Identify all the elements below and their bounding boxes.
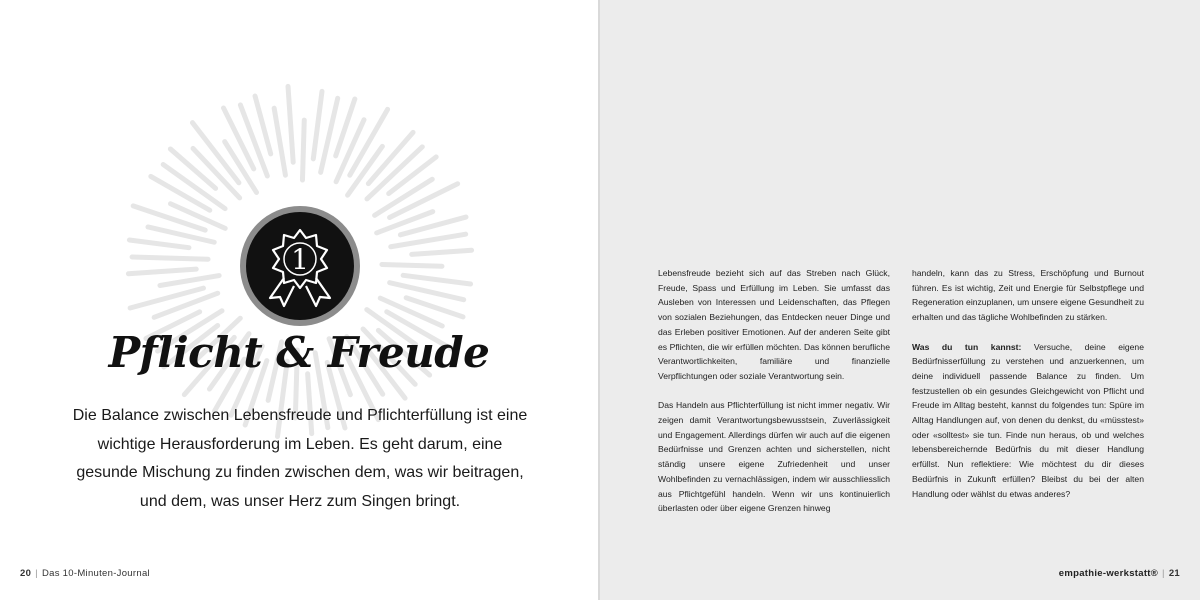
right-page — [600, 0, 1200, 600]
page-number-left: 20 — [20, 568, 32, 579]
book-title: Das 10-Minuten-Journal — [41, 568, 150, 579]
brand-name: empathie-werkstatt® — [1058, 568, 1159, 579]
badge-number: 1 — [291, 243, 309, 276]
ray-line — [132, 257, 208, 259]
ray-line — [170, 204, 225, 229]
ray-line — [412, 250, 472, 254]
footer-right: empathie-werkstatt® | 21 — [1058, 568, 1180, 579]
footer-left: 20 | Das 10-Minuten-Journal — [20, 568, 150, 579]
ray-line — [403, 275, 470, 284]
ray-line — [274, 108, 285, 175]
exercise-text: Versuche, deine eigene Bedürfnisserfüllung zu verstehen und anzuerkennen, um deine individuell passende Balance zu finden. Um festzustellen ob ein gesundes Gleichgewicht von Pflicht und Freude im Alltag besteht, kannst du folgendes tun: Spüre im Alltag Handlungen auf, von denen du denkst, du «müsstest» oder «solltest» sie tun. Finde nun heraus, ob und welches lebensbereichernde Bedürfnis du mit dieser Handlung erfüllst. Nun reflektiere: Wie möchtest du dir dieses Bedürfnis in Zukunft erfüllen? Bleibst du bei der alten Handlung oder wählst du etwas anderes? — [912, 341, 1144, 499]
text-column-2 — [912, 266, 1144, 516]
paragraph: Lebensfreude bezieht sich auf das Streben nach Glück, Freude, Spass und Erfüllung im Leben. Sie umfasst das Ausleben von Interessen und Leidenschaften, das Pflegen von sozialen Beziehungen, das Entdecken neuer Dinge und das Erleben positiver Emotionen. Auf der anderen Seite gibt es Pflichten, die wir erfüllen möchten. Das können berufliche Verantwortlichkeiten, familiäre und finanzielle Verpflichtungen oder soziale Verantwortung sein. — [658, 268, 890, 381]
ray-line — [133, 206, 205, 230]
ray-line — [382, 264, 442, 266]
page-number-right: 21 — [1168, 568, 1180, 579]
badge-ribbon-icon — [240, 206, 360, 326]
ray-line — [160, 276, 219, 286]
intro-text: Die Balance zwischen Lebensfreude und Pflichterfüllung ist eine wichtige Herausforderung im Leben. Es geht darum, eine gesunde Mischung zu finden zwischen dem, was wir beitragen, und dem, was unser Herz zum Singen bringt. — [72, 407, 528, 510]
ray-line — [389, 157, 437, 194]
ray-line — [288, 86, 293, 162]
paragraph: handeln, kann das zu Stress, Erschöpfung und Burnout führen. Es ist wichtig, Zeit und Energie für Selbstpflege und Regeneration einzuplanen, um unsere eigene Gesundheit zu erhalten und das tägliche Wohlbefinden zu stärken. — [912, 268, 1144, 323]
ray-line — [321, 98, 338, 172]
exercise-paragraph — [912, 340, 1144, 502]
left-page — [0, 0, 598, 600]
text-column-1 — [658, 266, 890, 531]
page-title: Pflicht & Freude — [108, 328, 490, 377]
exercise-label: Was du tun kannst: — [912, 341, 1022, 352]
ray-line — [313, 91, 322, 158]
ray-line — [128, 269, 196, 274]
ray-line — [302, 120, 304, 180]
paragraph: Das Handeln aus Pflichterfüllung ist nicht immer negativ. Wir zeigen damit Verantwortungsbewusstsein, Zuverlässigkeit und Engagement. Allerdings dürfen wir auch auf die eigenen Bedürfnisse und Grenzen achten und sicherstellen, nicht ständig unsere eigene Zufriedenheit und unser Wohlbefinden zu vernachlässigen, indem wir ausschliesslich aus Pflichtgefühl handeln. Wenn wir uns kontinuierlich überlasten oder über eigene Grenzen hinweg — [658, 400, 890, 514]
ray-line — [129, 240, 189, 248]
ray-line — [390, 283, 464, 300]
